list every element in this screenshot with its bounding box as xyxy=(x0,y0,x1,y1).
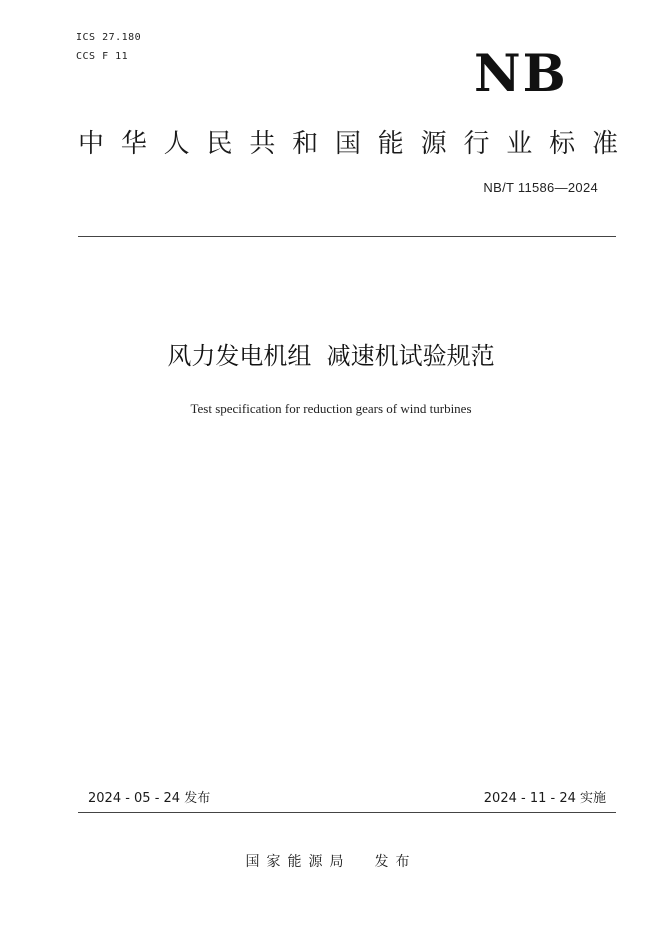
publisher-char: 国 xyxy=(334,129,361,159)
issuer-name: 国家能源局 xyxy=(245,854,351,870)
publisher-char: 和 xyxy=(292,129,319,159)
publisher-char: 行 xyxy=(463,129,490,159)
publisher-char: 共 xyxy=(249,129,276,159)
bottom-divider xyxy=(78,812,616,813)
issuer-verb: 发布 xyxy=(374,854,417,870)
top-divider xyxy=(78,236,616,237)
publisher-char: 源 xyxy=(420,129,447,159)
title-chinese: 风力发电机组 减速机试验规范 xyxy=(167,342,495,370)
publisher-char: 准 xyxy=(591,129,618,159)
nb-logo: NB xyxy=(474,44,568,104)
publisher-char: 华 xyxy=(120,129,147,159)
publisher-header xyxy=(78,126,618,162)
title-english: Test specification for reduction gears of wind turbines xyxy=(190,401,472,416)
publisher-char: 人 xyxy=(163,129,190,159)
publisher-char: 民 xyxy=(206,129,233,159)
standard-number: NB/T 11586—2024 xyxy=(483,180,598,195)
effective-date: 2024 - 11 - 24 实施 xyxy=(483,791,606,806)
issuer-line xyxy=(0,850,662,874)
publisher-char: 业 xyxy=(506,129,533,159)
ccs-code: CCS F 11 xyxy=(76,51,129,62)
publisher-char: 能 xyxy=(377,129,404,159)
publisher-char: 标 xyxy=(549,129,576,159)
ics-code: ICS 27.180 xyxy=(76,32,142,43)
issue-date: 2024 - 05 - 24 发布 xyxy=(88,791,211,806)
publisher-char: 中 xyxy=(78,129,105,159)
